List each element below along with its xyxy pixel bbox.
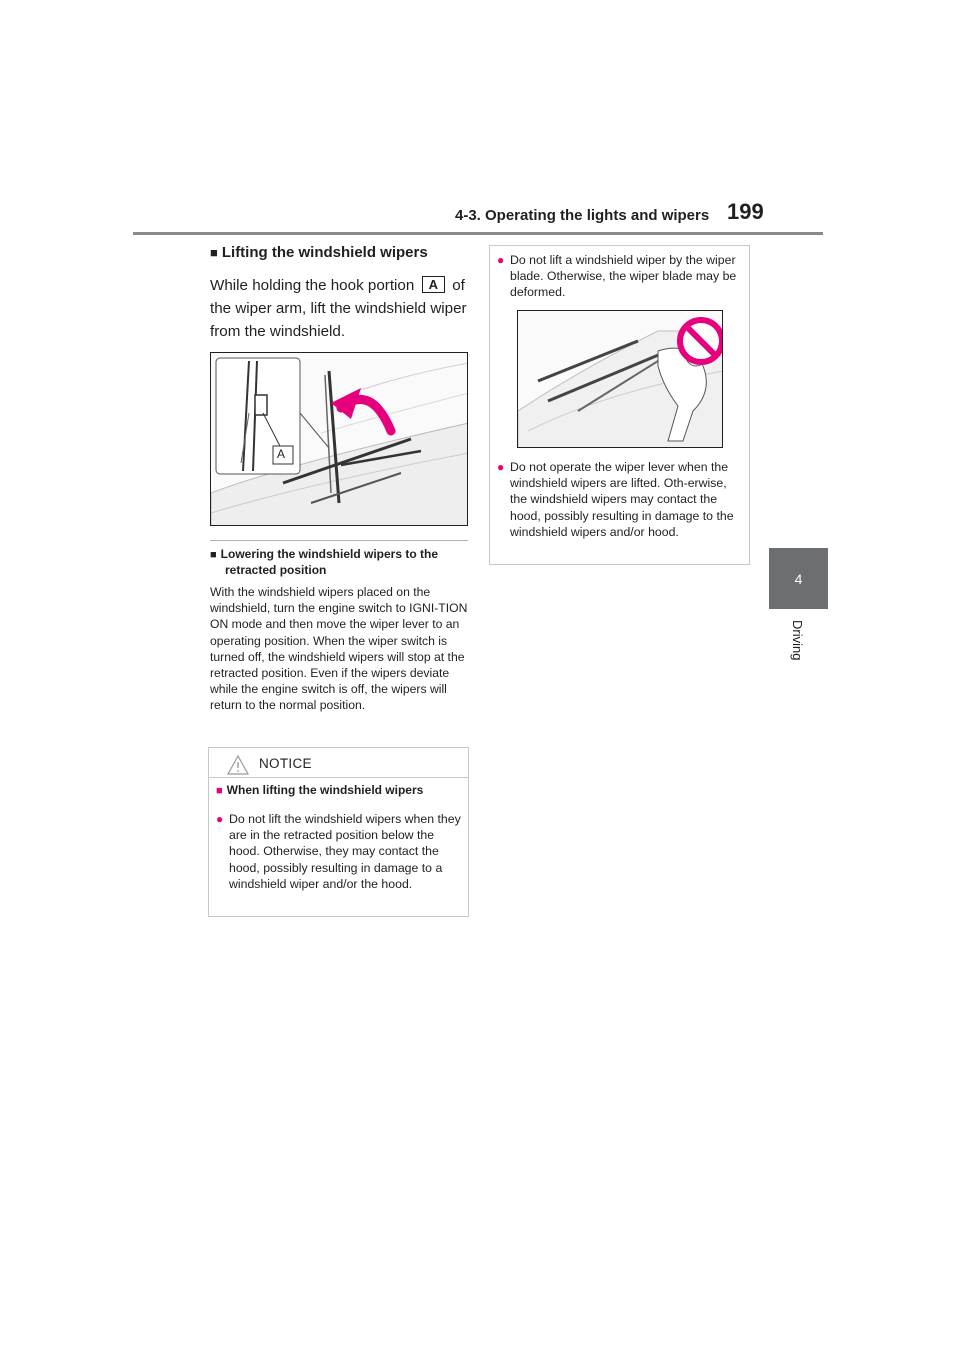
bullet-dot-icon: ● <box>497 253 505 267</box>
bullet-dot-icon: ● <box>497 460 505 474</box>
instruction-paragraph <box>210 274 472 343</box>
section-heading <box>210 244 428 261</box>
running-header: 4-3. Operating the lights and wipers <box>455 207 710 224</box>
subsection-heading <box>210 547 470 578</box>
chapter-label: Driving <box>790 620 805 661</box>
notice-header <box>209 748 468 778</box>
instruction-text-end: of the wiper arm, lift the windshield wiper from the windshield. <box>210 277 467 340</box>
notice-title: NOTICE <box>259 756 312 771</box>
notice-bullet-3 <box>497 459 747 540</box>
notice-bullet-3-text: Do not operate the wiper lever when the windshield wipers are lifted. Oth-erwise, the windshield wipers may contact the hood, possibly resulting in damage to the windshield wipers and/or hood. <box>510 460 734 539</box>
square-bullet-icon: ■ <box>216 785 223 797</box>
instruction-text-start: While holding the hook portion <box>210 277 415 294</box>
notice-subheading-text: When lifting the windshield wipers <box>226 783 424 797</box>
subsection-rule <box>210 540 468 541</box>
chapter-tab <box>769 548 828 609</box>
subsection-heading-line2: retracted position <box>225 563 327 577</box>
notice-bullet-1-text: Do not lift the windshield wipers when they are in the retracted position below the hood. Otherwise, they may contact the hood, possibly resulting in damage to a windshield wiper and/or the hood. <box>229 812 461 891</box>
notice-bullet-2-text: Do not lift a windshield wiper by the wiper blade. Otherwise, the wiper blade may be deformed. <box>510 253 737 300</box>
notice-bullet-1 <box>216 811 466 892</box>
chapter-number: 4 <box>794 570 803 587</box>
header-rule <box>133 232 823 235</box>
notice-bullet-2 <box>497 252 745 301</box>
figure-callout-a: A <box>277 447 286 461</box>
page-number: 199 <box>727 199 764 224</box>
square-bullet-icon: ■ <box>210 549 217 561</box>
wiper-lift-illustration <box>210 352 468 526</box>
section-heading-text: Lifting the windshield wipers <box>221 244 428 261</box>
notice-box <box>208 747 469 917</box>
warning-triangle-icon <box>227 755 249 775</box>
bullet-dot-icon: ● <box>216 812 224 826</box>
square-bullet-icon: ■ <box>210 245 218 260</box>
subsection-heading-line1: Lowering the windshield wipers to the <box>220 547 439 561</box>
wiper-lift-drawing <box>211 353 468 526</box>
prohibited-lift-illustration <box>517 310 723 448</box>
prohibited-lift-drawing <box>518 311 723 448</box>
notice-subheading <box>216 783 423 797</box>
subsection-body: With the windshield wipers placed on the windshield, turn the engine switch to IGNI-TION ON mode and then move the wiper lever to an operating position. When the wiper switch is turned off, the windshield wipers will stop at the retracted position. Even if the wipers deviate while the engine switch is off, the wipers will return to the normal position. <box>210 585 468 713</box>
callout-label-a: A <box>422 276 445 293</box>
